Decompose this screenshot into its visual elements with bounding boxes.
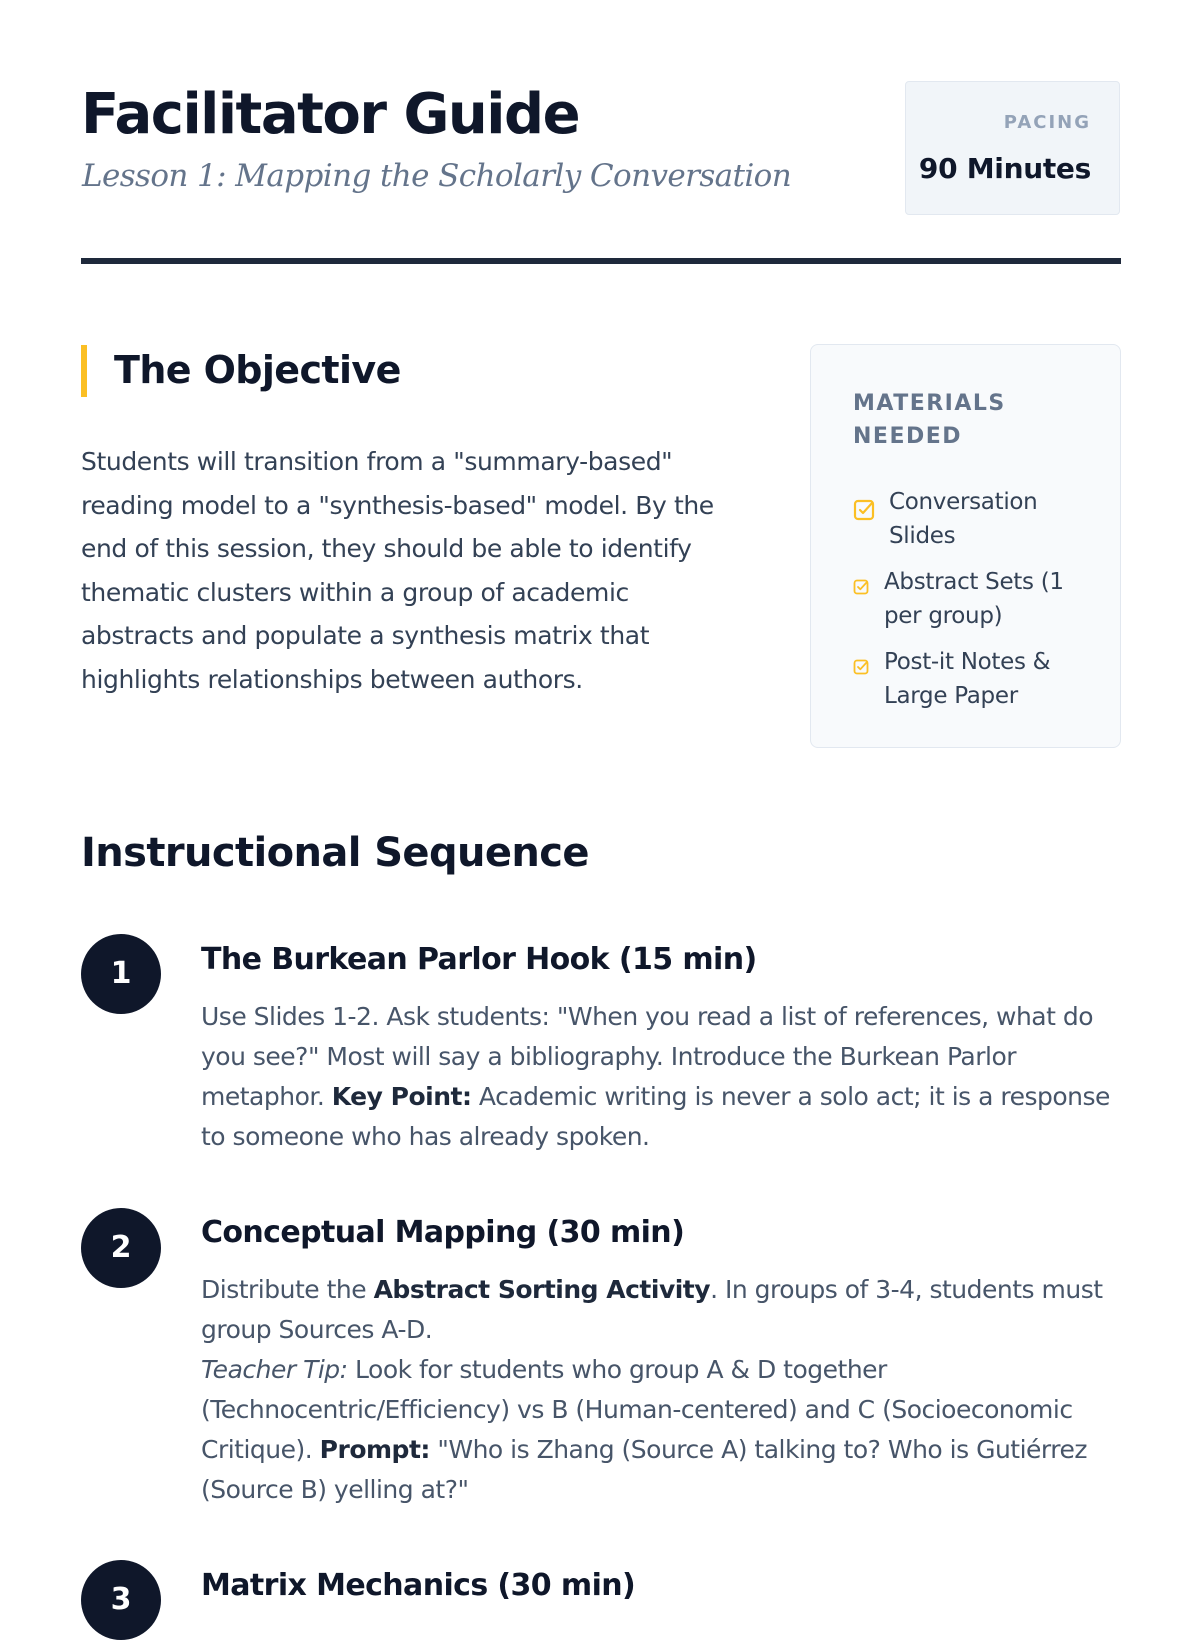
step-body-text: Use Slides 1-2. Ask students: "When you read a list of references, what do you see?" Most will say a bibliography. Introduce the Burkean Parlor metaphor.	[201, 1002, 1094, 1111]
pacing-value: 90 Minutes	[918, 152, 1091, 185]
teacher-tip-label: Teacher Tip:	[201, 1355, 348, 1384]
objective-heading: The Objective	[114, 348, 401, 392]
page-title: Facilitator Guide	[81, 82, 580, 147]
material-item-label: Abstract Sets (1 per group)	[884, 569, 1064, 629]
step-body	[201, 1270, 1121, 1510]
key-point-label: Key Point:	[331, 1082, 472, 1111]
checkbox-icon	[853, 579, 869, 595]
pacing-card	[905, 81, 1120, 215]
objective-accent-bar	[81, 345, 87, 397]
step-number-badge: 3	[81, 1560, 161, 1640]
checkbox-icon	[853, 499, 875, 521]
prompt-text: "Who is Zhang (Source A) talking to? Who is Gutiérrez (Source B) yelling at?"	[201, 1435, 1088, 1504]
step-body-text: Academic writing is never a solo act; it is a response to someone who has already spoken.	[201, 1082, 1110, 1151]
checkbox-icon	[853, 659, 869, 675]
step-title: The Burkean Parlor Hook (15 min)	[201, 942, 757, 977]
sequence-heading: Instructional Sequence	[81, 830, 589, 876]
step-title: Conceptual Mapping (30 min)	[201, 1215, 685, 1250]
pacing-label: PACING	[1003, 112, 1091, 133]
lesson-subtitle: Lesson 1: Mapping the Scholarly Conversation	[82, 158, 792, 194]
teacher-tip-text: Look for students who group A & D together (Technocentric/Efficiency) vs B (Human-centered) and C (Socioeconomic Critique).	[201, 1355, 1073, 1464]
step-body	[201, 997, 1121, 1157]
objective-text: Students will transition from a "summary-based" reading model to a "synthesis-based" model. By the end of this session, they should be able to identify thematic clusters within a group of academic abstracts and populate a synthesis matrix that highlights relationships between authors.	[81, 447, 714, 694]
header-divider	[81, 258, 1121, 264]
material-item-label: Post-it Notes & Large Paper	[884, 649, 1051, 709]
step-body-text: . In groups of 3-4, students must group Sources A-D.	[201, 1275, 1103, 1344]
activity-name: Abstract Sorting Activity	[373, 1275, 711, 1304]
prompt-label: Prompt:	[319, 1435, 430, 1464]
materials-card	[810, 344, 1121, 748]
step-number-badge: 2	[81, 1208, 161, 1288]
materials-heading: MATERIALS NEEDED	[853, 391, 1006, 449]
step-body-text: Distribute the	[201, 1275, 374, 1304]
step-number-badge: 1	[81, 934, 161, 1014]
material-item-label: Conversation Slides	[889, 489, 1038, 549]
step-title: Matrix Mechanics (30 min)	[201, 1568, 636, 1603]
